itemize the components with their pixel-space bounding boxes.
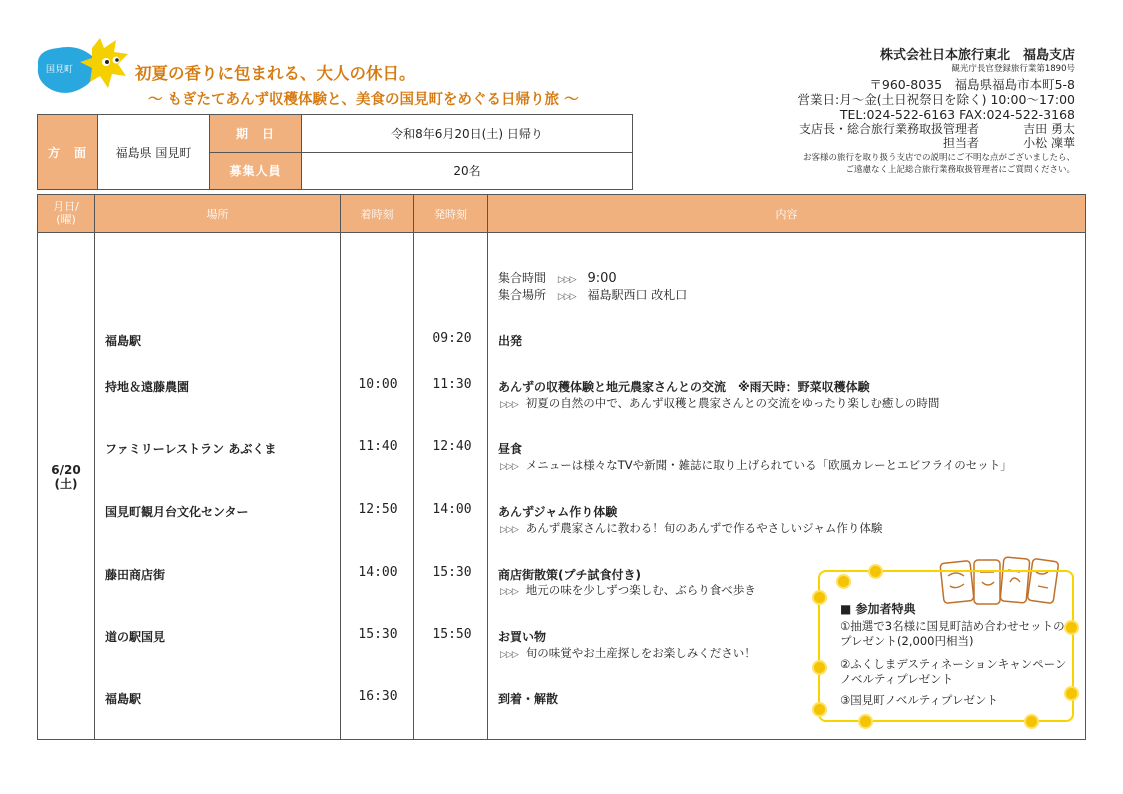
stamp-text: しあわせ 国見 ふくしま: [938, 552, 949, 553]
participant-benefits: [818, 570, 1074, 722]
row-detail-text: あんず農家さんに教わる！旬のあんずで作るやさしいジャム作り体験: [525, 521, 883, 535]
meeting-time-label: 集合時間: [498, 271, 547, 285]
row-depart: 11:30: [432, 377, 472, 392]
depart-column: [414, 233, 488, 740]
arrow-icon: ▷▷▷: [557, 292, 576, 302]
row-title: 昼食: [498, 442, 523, 456]
meeting-place-label: 集合場所: [498, 288, 547, 302]
tour-info-table: [37, 114, 633, 190]
company-info: [798, 48, 1076, 176]
row-detail-text: 地元の味を少しずつ楽しむ、ぶらり食べ歩き: [525, 583, 756, 597]
date-column: [38, 233, 95, 740]
row-arrive: 14:00: [358, 565, 398, 580]
logo-text: 国見町: [46, 65, 74, 75]
row-arrive: 15:30: [358, 627, 398, 642]
row-depart: 14:00: [432, 502, 472, 517]
row-depart: 15:50: [432, 627, 472, 642]
main-title: 初夏の香りに包まれる、大人の休日。: [135, 64, 416, 83]
staff-line: [798, 136, 1076, 150]
staff-label: 担当者: [942, 136, 979, 151]
flower-icon: [1026, 716, 1037, 727]
row-place: 国見町観月台文化センター: [105, 505, 249, 519]
arrow-icon: ▷▷▷: [500, 462, 518, 472]
arrow-icon: ▷▷▷: [500, 650, 518, 660]
company-tel-fax: TEL:024-522-6163 FAX:024-522-3168: [839, 106, 1075, 122]
company-hours: 営業日:月～金(土日祝祭日を除く) 10:00～17:00: [797, 91, 1075, 107]
row-detail: [500, 457, 1012, 473]
row-detail-text: 旬の味覚やお土産探しをお楽しみください！: [525, 646, 756, 660]
row-title: あんずの収穫体験と地元農家さんとの交流 ※雨天時：野菜収穫体験: [498, 380, 870, 394]
header-content: 内容: [488, 195, 1086, 233]
header-date: 月日/ (曜): [38, 195, 95, 233]
benefit-item-2: ②ふくしまデスティネーションキャンペーン ノベルティプレゼント: [840, 657, 1067, 686]
place-column: [95, 233, 341, 740]
row-detail-text: メニューは様々なTVや新聞・雑誌に取り上げられている「欧風カレーとエビフライのセット」: [525, 458, 1012, 472]
row-place: ファミリーレストラン あぶくま: [105, 442, 277, 456]
row-title: お買い物: [498, 630, 547, 644]
capacity-label: 募集人員: [210, 152, 302, 190]
row-detail-text: 初夏の自然の中で、あんず収穫と農家さんとの交流をゆったり楽しむ癒しの時間: [525, 396, 940, 410]
arrive-column: [341, 233, 414, 740]
row-place: 道の駅国見: [105, 630, 166, 644]
benefit-item-3: ③国見町ノベルティプレゼント: [840, 693, 998, 707]
row-depart: 15:30: [432, 565, 472, 580]
flower-icon: [860, 716, 871, 727]
date-cell-value: 6/20 (土): [51, 463, 81, 492]
direction-value: 福島県 国見町: [98, 115, 210, 190]
direction-label: 方 面: [38, 115, 98, 190]
row-arrive: 16:30: [358, 689, 398, 704]
arrow-icon: ▷▷▷: [500, 587, 518, 597]
header-place: 場所: [95, 195, 341, 233]
flower-icon: [870, 566, 881, 577]
benefit-item-1: ①抽選で3名様に国見町詰め合わせセットのプレゼント(2,000円相当): [840, 619, 1065, 648]
capacity-value: 20名: [302, 152, 633, 190]
date-value: 令和8年6月20日(土) 日帰り: [302, 115, 633, 153]
company-name: 株式会社日本旅行東北 福島支店: [879, 48, 1075, 63]
flower-icon: [838, 576, 849, 587]
kunimi-logo: [30, 36, 130, 106]
row-detail: [500, 395, 939, 411]
flower-icon: [814, 704, 825, 715]
arrow-icon: ▷▷▷: [500, 525, 518, 535]
manager-label: 支店長・総合旅行業務取扱管理者: [798, 121, 979, 136]
row-depart: 09:20: [432, 331, 472, 346]
arrow-icon: ▷▷▷: [557, 275, 576, 285]
date-label: 期 日: [210, 115, 302, 153]
header-depart: 発時刻: [414, 195, 488, 233]
meeting-place-value: 福島駅西口 改札口: [587, 288, 688, 302]
company-address: 〒960-8035 福島県福島市本町5-8: [869, 76, 1075, 92]
row-depart: 12:40: [432, 439, 472, 454]
row-arrive: 11:40: [358, 439, 398, 454]
benefit-title: ■ 参加者特典: [840, 602, 916, 616]
manager-line: [798, 122, 1076, 136]
flower-icon: [814, 592, 825, 603]
company-registration: 観光庁長官登録旅行業第1890号: [951, 63, 1075, 74]
meeting-place: [498, 286, 687, 303]
sub-title: ～ もぎたてあんず収穫体験と、美食の国見町をめぐる日帰り旅 ～: [148, 92, 579, 108]
row-arrive: 10:00: [358, 377, 398, 392]
company-note-2: ご遠慮なく上記総合旅行業務取扱管理者にご質問ください。: [845, 165, 1075, 176]
row-title: あんずジャム作り体験: [498, 505, 618, 519]
row-place: 福島駅: [105, 334, 142, 348]
row-place: 持地＆遠藤農園: [105, 380, 190, 394]
row-title: 商店街散策(プチ試食付き): [498, 568, 641, 582]
row-arrive: 12:50: [358, 502, 398, 517]
row-detail: [500, 645, 756, 661]
row-place: 藤田商店街: [105, 568, 166, 582]
meeting-time-value: 9:00: [587, 271, 617, 286]
row-detail: [500, 520, 882, 536]
arrow-icon: ▷▷▷: [500, 400, 518, 410]
row-detail: [500, 582, 756, 598]
row-title: 到着・解散: [498, 692, 559, 706]
meeting-time: [498, 269, 617, 286]
flower-icon: [814, 662, 825, 673]
manager-name: 吉田 勇太: [1023, 121, 1075, 136]
row-title: 出発: [498, 334, 523, 348]
staff-name: 小松 凜華: [1023, 136, 1075, 151]
header-arrive: 着時刻: [341, 195, 414, 233]
row-place: 福島駅: [105, 692, 142, 706]
company-note-1: お客様の旅行を取り扱う支店での説明にご不明な点がございましたら、: [802, 152, 1075, 163]
